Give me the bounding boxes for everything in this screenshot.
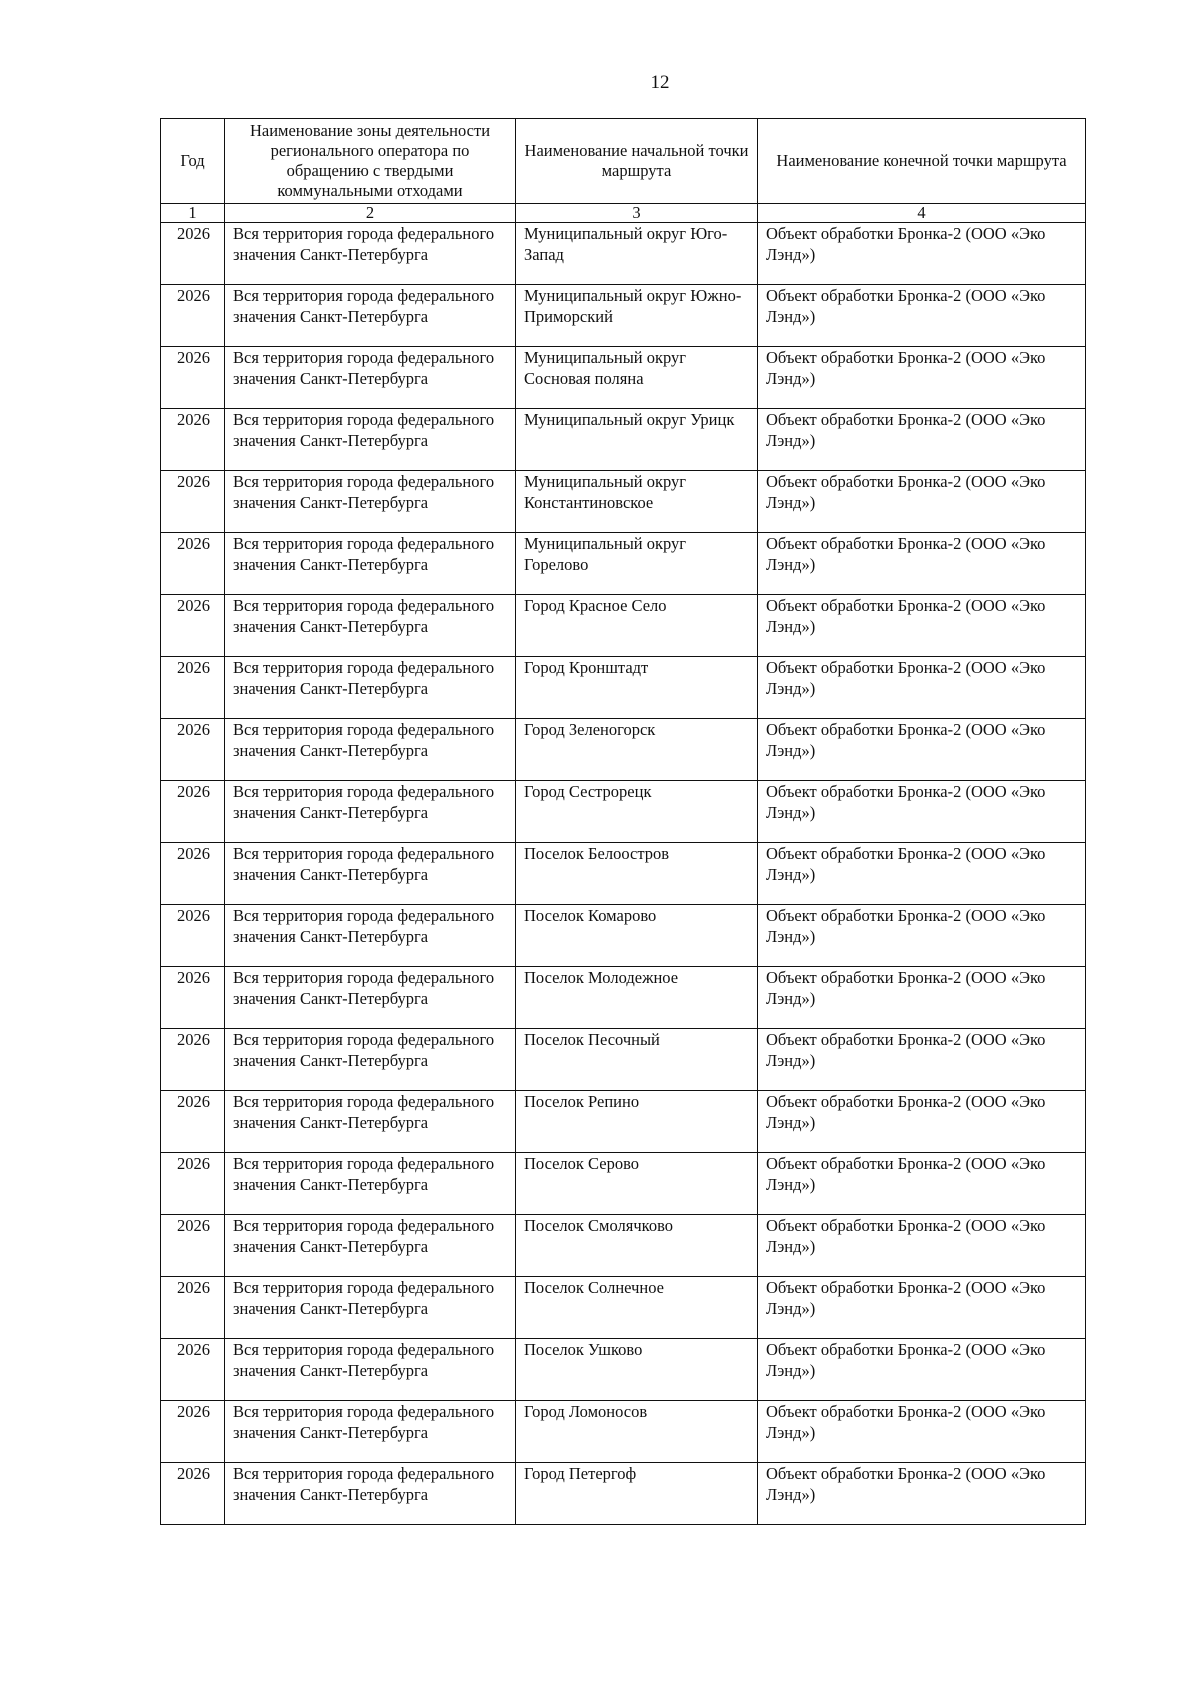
zone-cell: Вся территория города федерального значения Санкт-Петербурга [225, 533, 516, 595]
start-point-cell: Муниципальный округ Константиновское [516, 471, 758, 533]
start-point-cell: Муниципальный округ Сосновая поляна [516, 347, 758, 409]
year-cell: 2026 [161, 595, 225, 657]
column-number: 2 [225, 204, 516, 223]
end-point-cell: Объект обработки Бронка-2 (ООО «Эко Лэнд») [758, 1463, 1086, 1525]
header-row [161, 119, 1086, 204]
table-row [161, 719, 1086, 781]
year-cell: 2026 [161, 967, 225, 1029]
zone-cell: Вся территория города федерального значения Санкт-Петербурга [225, 1463, 516, 1525]
start-point-cell: Город Петергоф [516, 1463, 758, 1525]
column-number: 4 [758, 204, 1086, 223]
zone-cell: Вся территория города федерального значения Санкт-Петербурга [225, 595, 516, 657]
table-body [161, 223, 1086, 1525]
table-row [161, 843, 1086, 905]
table-row [161, 347, 1086, 409]
column-number-row [161, 204, 1086, 223]
zone-cell: Вся территория города федерального значения Санкт-Петербурга [225, 843, 516, 905]
year-cell: 2026 [161, 1153, 225, 1215]
zone-cell: Вся территория города федерального значения Санкт-Петербурга [225, 1401, 516, 1463]
year-cell: 2026 [161, 347, 225, 409]
column-number: 1 [161, 204, 225, 223]
year-cell: 2026 [161, 471, 225, 533]
start-point-cell: Муниципальный округ Юго-Запад [516, 223, 758, 285]
start-point-cell: Город Сестрорецк [516, 781, 758, 843]
year-cell: 2026 [161, 409, 225, 471]
end-point-cell: Объект обработки Бронка-2 (ООО «Эко Лэнд») [758, 1215, 1086, 1277]
table-row [161, 409, 1086, 471]
year-cell: 2026 [161, 905, 225, 967]
year-cell: 2026 [161, 285, 225, 347]
zone-cell: Вся территория города федерального значения Санкт-Петербурга [225, 347, 516, 409]
zone-cell: Вся территория города федерального значения Санкт-Петербурга [225, 1215, 516, 1277]
zone-cell: Вся территория города федерального значения Санкт-Петербурга [225, 409, 516, 471]
year-cell: 2026 [161, 1339, 225, 1401]
table-row [161, 781, 1086, 843]
year-cell: 2026 [161, 1091, 225, 1153]
table-row [161, 1401, 1086, 1463]
table-row [161, 657, 1086, 719]
header-zone: Наименование зоны деятельности регионального оператора по обращению с твердыми коммунальными отходами [225, 119, 516, 204]
zone-cell: Вся территория города федерального значения Санкт-Петербурга [225, 285, 516, 347]
end-point-cell: Объект обработки Бронка-2 (ООО «Эко Лэнд») [758, 1401, 1086, 1463]
start-point-cell: Поселок Комарово [516, 905, 758, 967]
zone-cell: Вся территория города федерального значения Санкт-Петербурга [225, 905, 516, 967]
zone-cell: Вся территория города федерального значения Санкт-Петербурга [225, 719, 516, 781]
year-cell: 2026 [161, 657, 225, 719]
zone-cell: Вся территория города федерального значения Санкт-Петербурга [225, 471, 516, 533]
zone-cell: Вся территория города федерального значения Санкт-Петербурга [225, 657, 516, 719]
start-point-cell: Город Ломоносов [516, 1401, 758, 1463]
header-end-point: Наименование конечной точки маршрута [758, 119, 1086, 204]
year-cell: 2026 [161, 1029, 225, 1091]
year-cell: 2026 [161, 781, 225, 843]
table-row [161, 905, 1086, 967]
header-start-point: Наименование начальной точки маршрута [516, 119, 758, 204]
end-point-cell: Объект обработки Бронка-2 (ООО «Эко Лэнд») [758, 781, 1086, 843]
table-row [161, 1215, 1086, 1277]
end-point-cell: Объект обработки Бронка-2 (ООО «Эко Лэнд») [758, 719, 1086, 781]
zone-cell: Вся территория города федерального значения Санкт-Петербурга [225, 781, 516, 843]
zone-cell: Вся территория города федерального значения Санкт-Петербурга [225, 1091, 516, 1153]
table-header [161, 119, 1086, 223]
year-cell: 2026 [161, 1215, 225, 1277]
zone-cell: Вся территория города федерального значения Санкт-Петербурга [225, 1153, 516, 1215]
start-point-cell: Поселок Репино [516, 1091, 758, 1153]
zone-cell: Вся территория города федерального значения Санкт-Петербурга [225, 1277, 516, 1339]
end-point-cell: Объект обработки Бронка-2 (ООО «Эко Лэнд») [758, 657, 1086, 719]
start-point-cell: Поселок Песочный [516, 1029, 758, 1091]
table-row [161, 285, 1086, 347]
start-point-cell: Поселок Молодежное [516, 967, 758, 1029]
end-point-cell: Объект обработки Бронка-2 (ООО «Эко Лэнд») [758, 223, 1086, 285]
year-cell: 2026 [161, 1277, 225, 1339]
end-point-cell: Объект обработки Бронка-2 (ООО «Эко Лэнд») [758, 967, 1086, 1029]
year-cell: 2026 [161, 843, 225, 905]
start-point-cell: Поселок Серово [516, 1153, 758, 1215]
year-cell: 2026 [161, 719, 225, 781]
table-row [161, 1091, 1086, 1153]
table-row [161, 471, 1086, 533]
routes-table [160, 118, 1086, 1525]
end-point-cell: Объект обработки Бронка-2 (ООО «Эко Лэнд») [758, 471, 1086, 533]
table-row [161, 223, 1086, 285]
year-cell: 2026 [161, 533, 225, 595]
end-point-cell: Объект обработки Бронка-2 (ООО «Эко Лэнд») [758, 843, 1086, 905]
start-point-cell: Муниципальный округ Урицк [516, 409, 758, 471]
start-point-cell: Город Зеленогорск [516, 719, 758, 781]
zone-cell: Вся территория города федерального значения Санкт-Петербурга [225, 1029, 516, 1091]
header-year: Год [161, 119, 225, 204]
end-point-cell: Объект обработки Бронка-2 (ООО «Эко Лэнд») [758, 347, 1086, 409]
zone-cell: Вся территория города федерального значения Санкт-Петербурга [225, 967, 516, 1029]
start-point-cell: Поселок Солнечное [516, 1277, 758, 1339]
end-point-cell: Объект обработки Бронка-2 (ООО «Эко Лэнд») [758, 1339, 1086, 1401]
end-point-cell: Объект обработки Бронка-2 (ООО «Эко Лэнд») [758, 905, 1086, 967]
end-point-cell: Объект обработки Бронка-2 (ООО «Эко Лэнд») [758, 285, 1086, 347]
start-point-cell: Муниципальный округ Горелово [516, 533, 758, 595]
zone-cell: Вся территория города федерального значения Санкт-Петербурга [225, 223, 516, 285]
table-row [161, 1339, 1086, 1401]
year-cell: 2026 [161, 223, 225, 285]
table-row [161, 533, 1086, 595]
start-point-cell: Муниципальный округ Южно-Приморский [516, 285, 758, 347]
start-point-cell: Поселок Ушково [516, 1339, 758, 1401]
end-point-cell: Объект обработки Бронка-2 (ООО «Эко Лэнд») [758, 595, 1086, 657]
table-row [161, 1277, 1086, 1339]
table-row [161, 967, 1086, 1029]
year-cell: 2026 [161, 1401, 225, 1463]
zone-cell: Вся территория города федерального значения Санкт-Петербурга [225, 1339, 516, 1401]
page-number: 12 [650, 72, 670, 93]
start-point-cell: Поселок Смолячково [516, 1215, 758, 1277]
table-row [161, 1463, 1086, 1525]
end-point-cell: Объект обработки Бронка-2 (ООО «Эко Лэнд») [758, 1153, 1086, 1215]
year-cell: 2026 [161, 1463, 225, 1525]
table-row [161, 595, 1086, 657]
end-point-cell: Объект обработки Бронка-2 (ООО «Эко Лэнд») [758, 409, 1086, 471]
end-point-cell: Объект обработки Бронка-2 (ООО «Эко Лэнд») [758, 1091, 1086, 1153]
start-point-cell: Город Красное Село [516, 595, 758, 657]
table-row [161, 1153, 1086, 1215]
end-point-cell: Объект обработки Бронка-2 (ООО «Эко Лэнд») [758, 533, 1086, 595]
end-point-cell: Объект обработки Бронка-2 (ООО «Эко Лэнд») [758, 1277, 1086, 1339]
start-point-cell: Город Кронштадт [516, 657, 758, 719]
start-point-cell: Поселок Белоостров [516, 843, 758, 905]
table-row [161, 1029, 1086, 1091]
column-number: 3 [516, 204, 758, 223]
end-point-cell: Объект обработки Бронка-2 (ООО «Эко Лэнд») [758, 1029, 1086, 1091]
